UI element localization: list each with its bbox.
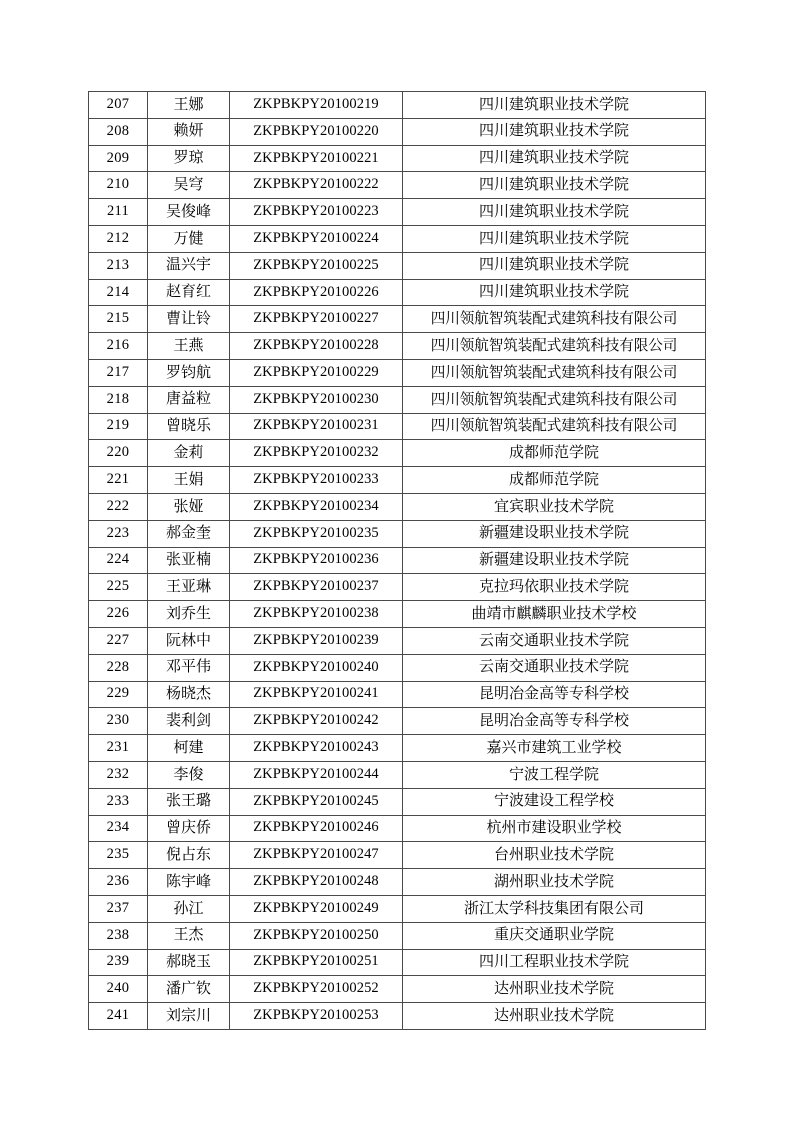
cell-sequence-number: 217 — [89, 359, 148, 386]
cell-organization-name: 四川建筑职业技术学院 — [403, 118, 706, 145]
table-row — [89, 359, 706, 386]
cell-sequence-number: 219 — [89, 413, 148, 440]
cell-sequence-number: 238 — [89, 922, 148, 949]
cell-sequence-number: 214 — [89, 279, 148, 306]
cell-certificate-number: ZKPBKPY20100224 — [230, 225, 403, 252]
cell-organization-name: 四川建筑职业技术学院 — [403, 92, 706, 119]
cell-person-name: 王亚琳 — [148, 574, 230, 601]
cell-organization-name: 杭州市建设职业学校 — [403, 815, 706, 842]
cell-certificate-number: ZKPBKPY20100228 — [230, 333, 403, 360]
cell-person-name: 王娜 — [148, 92, 230, 119]
cell-certificate-number: ZKPBKPY20100243 — [230, 735, 403, 762]
cell-person-name: 张王璐 — [148, 788, 230, 815]
cell-certificate-number: ZKPBKPY20100230 — [230, 386, 403, 413]
cell-certificate-number: ZKPBKPY20100245 — [230, 788, 403, 815]
cell-sequence-number: 222 — [89, 493, 148, 520]
cell-organization-name: 四川建筑职业技术学院 — [403, 225, 706, 252]
table-row — [89, 92, 706, 119]
cell-sequence-number: 220 — [89, 440, 148, 467]
cell-person-name: 唐益粒 — [148, 386, 230, 413]
table-row — [89, 333, 706, 360]
table-row — [89, 788, 706, 815]
cell-person-name: 孙江 — [148, 895, 230, 922]
cell-organization-name: 四川工程职业技术学院 — [403, 949, 706, 976]
cell-person-name: 吴俊峰 — [148, 199, 230, 226]
cell-sequence-number: 228 — [89, 654, 148, 681]
cell-organization-name: 成都师范学院 — [403, 467, 706, 494]
cell-certificate-number: ZKPBKPY20100233 — [230, 467, 403, 494]
cell-organization-name: 宁波建设工程学校 — [403, 788, 706, 815]
cell-sequence-number: 216 — [89, 333, 148, 360]
cell-certificate-number: ZKPBKPY20100244 — [230, 761, 403, 788]
cell-certificate-number: ZKPBKPY20100249 — [230, 895, 403, 922]
cell-person-name: 金莉 — [148, 440, 230, 467]
cell-organization-name: 新疆建设职业技术学院 — [403, 520, 706, 547]
table-row — [89, 735, 706, 762]
cell-certificate-number: ZKPBKPY20100222 — [230, 172, 403, 199]
cell-person-name: 赵育红 — [148, 279, 230, 306]
cell-certificate-number: ZKPBKPY20100220 — [230, 118, 403, 145]
cell-person-name: 刘宗川 — [148, 1003, 230, 1030]
cell-sequence-number: 221 — [89, 467, 148, 494]
table-row — [89, 279, 706, 306]
cell-sequence-number: 234 — [89, 815, 148, 842]
cell-certificate-number: ZKPBKPY20100234 — [230, 493, 403, 520]
table-row — [89, 520, 706, 547]
cell-organization-name: 云南交通职业技术学院 — [403, 627, 706, 654]
cell-person-name: 裴利剑 — [148, 708, 230, 735]
cell-sequence-number: 241 — [89, 1003, 148, 1030]
table-row — [89, 547, 706, 574]
cell-organization-name: 嘉兴市建筑工业学校 — [403, 735, 706, 762]
table-row — [89, 708, 706, 735]
table-row — [89, 413, 706, 440]
cell-certificate-number: ZKPBKPY20100236 — [230, 547, 403, 574]
cell-person-name: 赖妍 — [148, 118, 230, 145]
cell-organization-name: 四川领航智筑装配式建筑科技有限公司 — [403, 333, 706, 360]
cell-person-name: 罗钧航 — [148, 359, 230, 386]
table-row — [89, 976, 706, 1003]
cell-person-name: 倪占东 — [148, 842, 230, 869]
cell-sequence-number: 211 — [89, 199, 148, 226]
cell-organization-name: 云南交通职业技术学院 — [403, 654, 706, 681]
table-row — [89, 440, 706, 467]
table-row — [89, 199, 706, 226]
cell-organization-name: 四川建筑职业技术学院 — [403, 199, 706, 226]
roster-table — [88, 91, 706, 1030]
cell-person-name: 郝金奎 — [148, 520, 230, 547]
cell-person-name: 陈宇峰 — [148, 869, 230, 896]
cell-organization-name: 达州职业技术学院 — [403, 976, 706, 1003]
cell-person-name: 曾晓乐 — [148, 413, 230, 440]
cell-person-name: 阮林中 — [148, 627, 230, 654]
cell-person-name: 罗琼 — [148, 145, 230, 172]
cell-certificate-number: ZKPBKPY20100248 — [230, 869, 403, 896]
cell-person-name: 张亚楠 — [148, 547, 230, 574]
cell-certificate-number: ZKPBKPY20100238 — [230, 601, 403, 628]
cell-person-name: 李俊 — [148, 761, 230, 788]
cell-certificate-number: ZKPBKPY20100223 — [230, 199, 403, 226]
cell-certificate-number: ZKPBKPY20100242 — [230, 708, 403, 735]
cell-organization-name: 四川领航智筑装配式建筑科技有限公司 — [403, 359, 706, 386]
table-row — [89, 949, 706, 976]
cell-certificate-number: ZKPBKPY20100237 — [230, 574, 403, 601]
cell-sequence-number: 236 — [89, 869, 148, 896]
cell-organization-name: 四川建筑职业技术学院 — [403, 252, 706, 279]
cell-sequence-number: 239 — [89, 949, 148, 976]
cell-sequence-number: 213 — [89, 252, 148, 279]
cell-organization-name: 克拉玛依职业技术学院 — [403, 574, 706, 601]
cell-person-name: 刘乔生 — [148, 601, 230, 628]
cell-sequence-number: 225 — [89, 574, 148, 601]
cell-certificate-number: ZKPBKPY20100250 — [230, 922, 403, 949]
cell-organization-name: 宜宾职业技术学院 — [403, 493, 706, 520]
cell-sequence-number: 207 — [89, 92, 148, 119]
cell-certificate-number: ZKPBKPY20100225 — [230, 252, 403, 279]
table-row — [89, 493, 706, 520]
cell-sequence-number: 212 — [89, 225, 148, 252]
table-row — [89, 386, 706, 413]
table-row — [89, 654, 706, 681]
table-row — [89, 252, 706, 279]
cell-person-name: 潘广钦 — [148, 976, 230, 1003]
cell-certificate-number: ZKPBKPY20100226 — [230, 279, 403, 306]
cell-sequence-number: 229 — [89, 681, 148, 708]
cell-sequence-number: 235 — [89, 842, 148, 869]
table-row — [89, 118, 706, 145]
cell-sequence-number: 208 — [89, 118, 148, 145]
cell-organization-name: 曲靖市麒麟职业技术学校 — [403, 601, 706, 628]
cell-certificate-number: ZKPBKPY20100232 — [230, 440, 403, 467]
cell-organization-name: 四川领航智筑装配式建筑科技有限公司 — [403, 386, 706, 413]
cell-person-name: 王娟 — [148, 467, 230, 494]
cell-organization-name: 湖州职业技术学院 — [403, 869, 706, 896]
cell-sequence-number: 224 — [89, 547, 148, 574]
table-row — [89, 172, 706, 199]
table-row — [89, 601, 706, 628]
cell-sequence-number: 226 — [89, 601, 148, 628]
cell-certificate-number: ZKPBKPY20100251 — [230, 949, 403, 976]
cell-organization-name: 四川领航智筑装配式建筑科技有限公司 — [403, 413, 706, 440]
cell-organization-name: 四川建筑职业技术学院 — [403, 279, 706, 306]
cell-certificate-number: ZKPBKPY20100235 — [230, 520, 403, 547]
cell-organization-name: 昆明冶金高等专科学校 — [403, 681, 706, 708]
cell-organization-name: 宁波工程学院 — [403, 761, 706, 788]
cell-organization-name: 重庆交通职业学院 — [403, 922, 706, 949]
table-row — [89, 467, 706, 494]
cell-organization-name: 四川建筑职业技术学院 — [403, 172, 706, 199]
cell-sequence-number: 230 — [89, 708, 148, 735]
cell-person-name: 张娅 — [148, 493, 230, 520]
table-row — [89, 922, 706, 949]
cell-person-name: 邓平伟 — [148, 654, 230, 681]
cell-person-name: 王燕 — [148, 333, 230, 360]
cell-organization-name: 昆明冶金高等专科学校 — [403, 708, 706, 735]
cell-certificate-number: ZKPBKPY20100221 — [230, 145, 403, 172]
cell-organization-name: 新疆建设职业技术学院 — [403, 547, 706, 574]
cell-sequence-number: 240 — [89, 976, 148, 1003]
cell-person-name: 杨晓杰 — [148, 681, 230, 708]
cell-person-name: 王杰 — [148, 922, 230, 949]
cell-organization-name: 台州职业技术学院 — [403, 842, 706, 869]
cell-sequence-number: 233 — [89, 788, 148, 815]
table-row — [89, 145, 706, 172]
cell-sequence-number: 215 — [89, 306, 148, 333]
table-row — [89, 1003, 706, 1030]
table-row — [89, 225, 706, 252]
cell-sequence-number: 237 — [89, 895, 148, 922]
cell-organization-name: 浙江太学科技集团有限公司 — [403, 895, 706, 922]
cell-certificate-number: ZKPBKPY20100240 — [230, 654, 403, 681]
cell-sequence-number: 223 — [89, 520, 148, 547]
cell-person-name: 吴穹 — [148, 172, 230, 199]
cell-person-name: 万健 — [148, 225, 230, 252]
cell-certificate-number: ZKPBKPY20100252 — [230, 976, 403, 1003]
cell-sequence-number: 232 — [89, 761, 148, 788]
roster-table-body — [89, 92, 706, 1030]
cell-certificate-number: ZKPBKPY20100239 — [230, 627, 403, 654]
table-row — [89, 574, 706, 601]
cell-organization-name: 四川领航智筑装配式建筑科技有限公司 — [403, 306, 706, 333]
cell-person-name: 柯建 — [148, 735, 230, 762]
cell-certificate-number: ZKPBKPY20100229 — [230, 359, 403, 386]
cell-sequence-number: 218 — [89, 386, 148, 413]
cell-person-name: 曹让铃 — [148, 306, 230, 333]
cell-certificate-number: ZKPBKPY20100246 — [230, 815, 403, 842]
table-row — [89, 895, 706, 922]
cell-certificate-number: ZKPBKPY20100227 — [230, 306, 403, 333]
table-row — [89, 627, 706, 654]
cell-certificate-number: ZKPBKPY20100219 — [230, 92, 403, 119]
cell-organization-name: 达州职业技术学院 — [403, 1003, 706, 1030]
table-row — [89, 842, 706, 869]
cell-person-name: 温兴宇 — [148, 252, 230, 279]
cell-organization-name: 成都师范学院 — [403, 440, 706, 467]
cell-sequence-number: 210 — [89, 172, 148, 199]
cell-certificate-number: ZKPBKPY20100231 — [230, 413, 403, 440]
cell-person-name: 郝晓玉 — [148, 949, 230, 976]
cell-certificate-number: ZKPBKPY20100247 — [230, 842, 403, 869]
cell-sequence-number: 209 — [89, 145, 148, 172]
cell-organization-name: 四川建筑职业技术学院 — [403, 145, 706, 172]
cell-sequence-number: 231 — [89, 735, 148, 762]
table-row — [89, 761, 706, 788]
table-row — [89, 869, 706, 896]
cell-certificate-number: ZKPBKPY20100241 — [230, 681, 403, 708]
cell-person-name: 曾庆侨 — [148, 815, 230, 842]
cell-sequence-number: 227 — [89, 627, 148, 654]
cell-certificate-number: ZKPBKPY20100253 — [230, 1003, 403, 1030]
table-row — [89, 681, 706, 708]
table-row — [89, 306, 706, 333]
table-row — [89, 815, 706, 842]
